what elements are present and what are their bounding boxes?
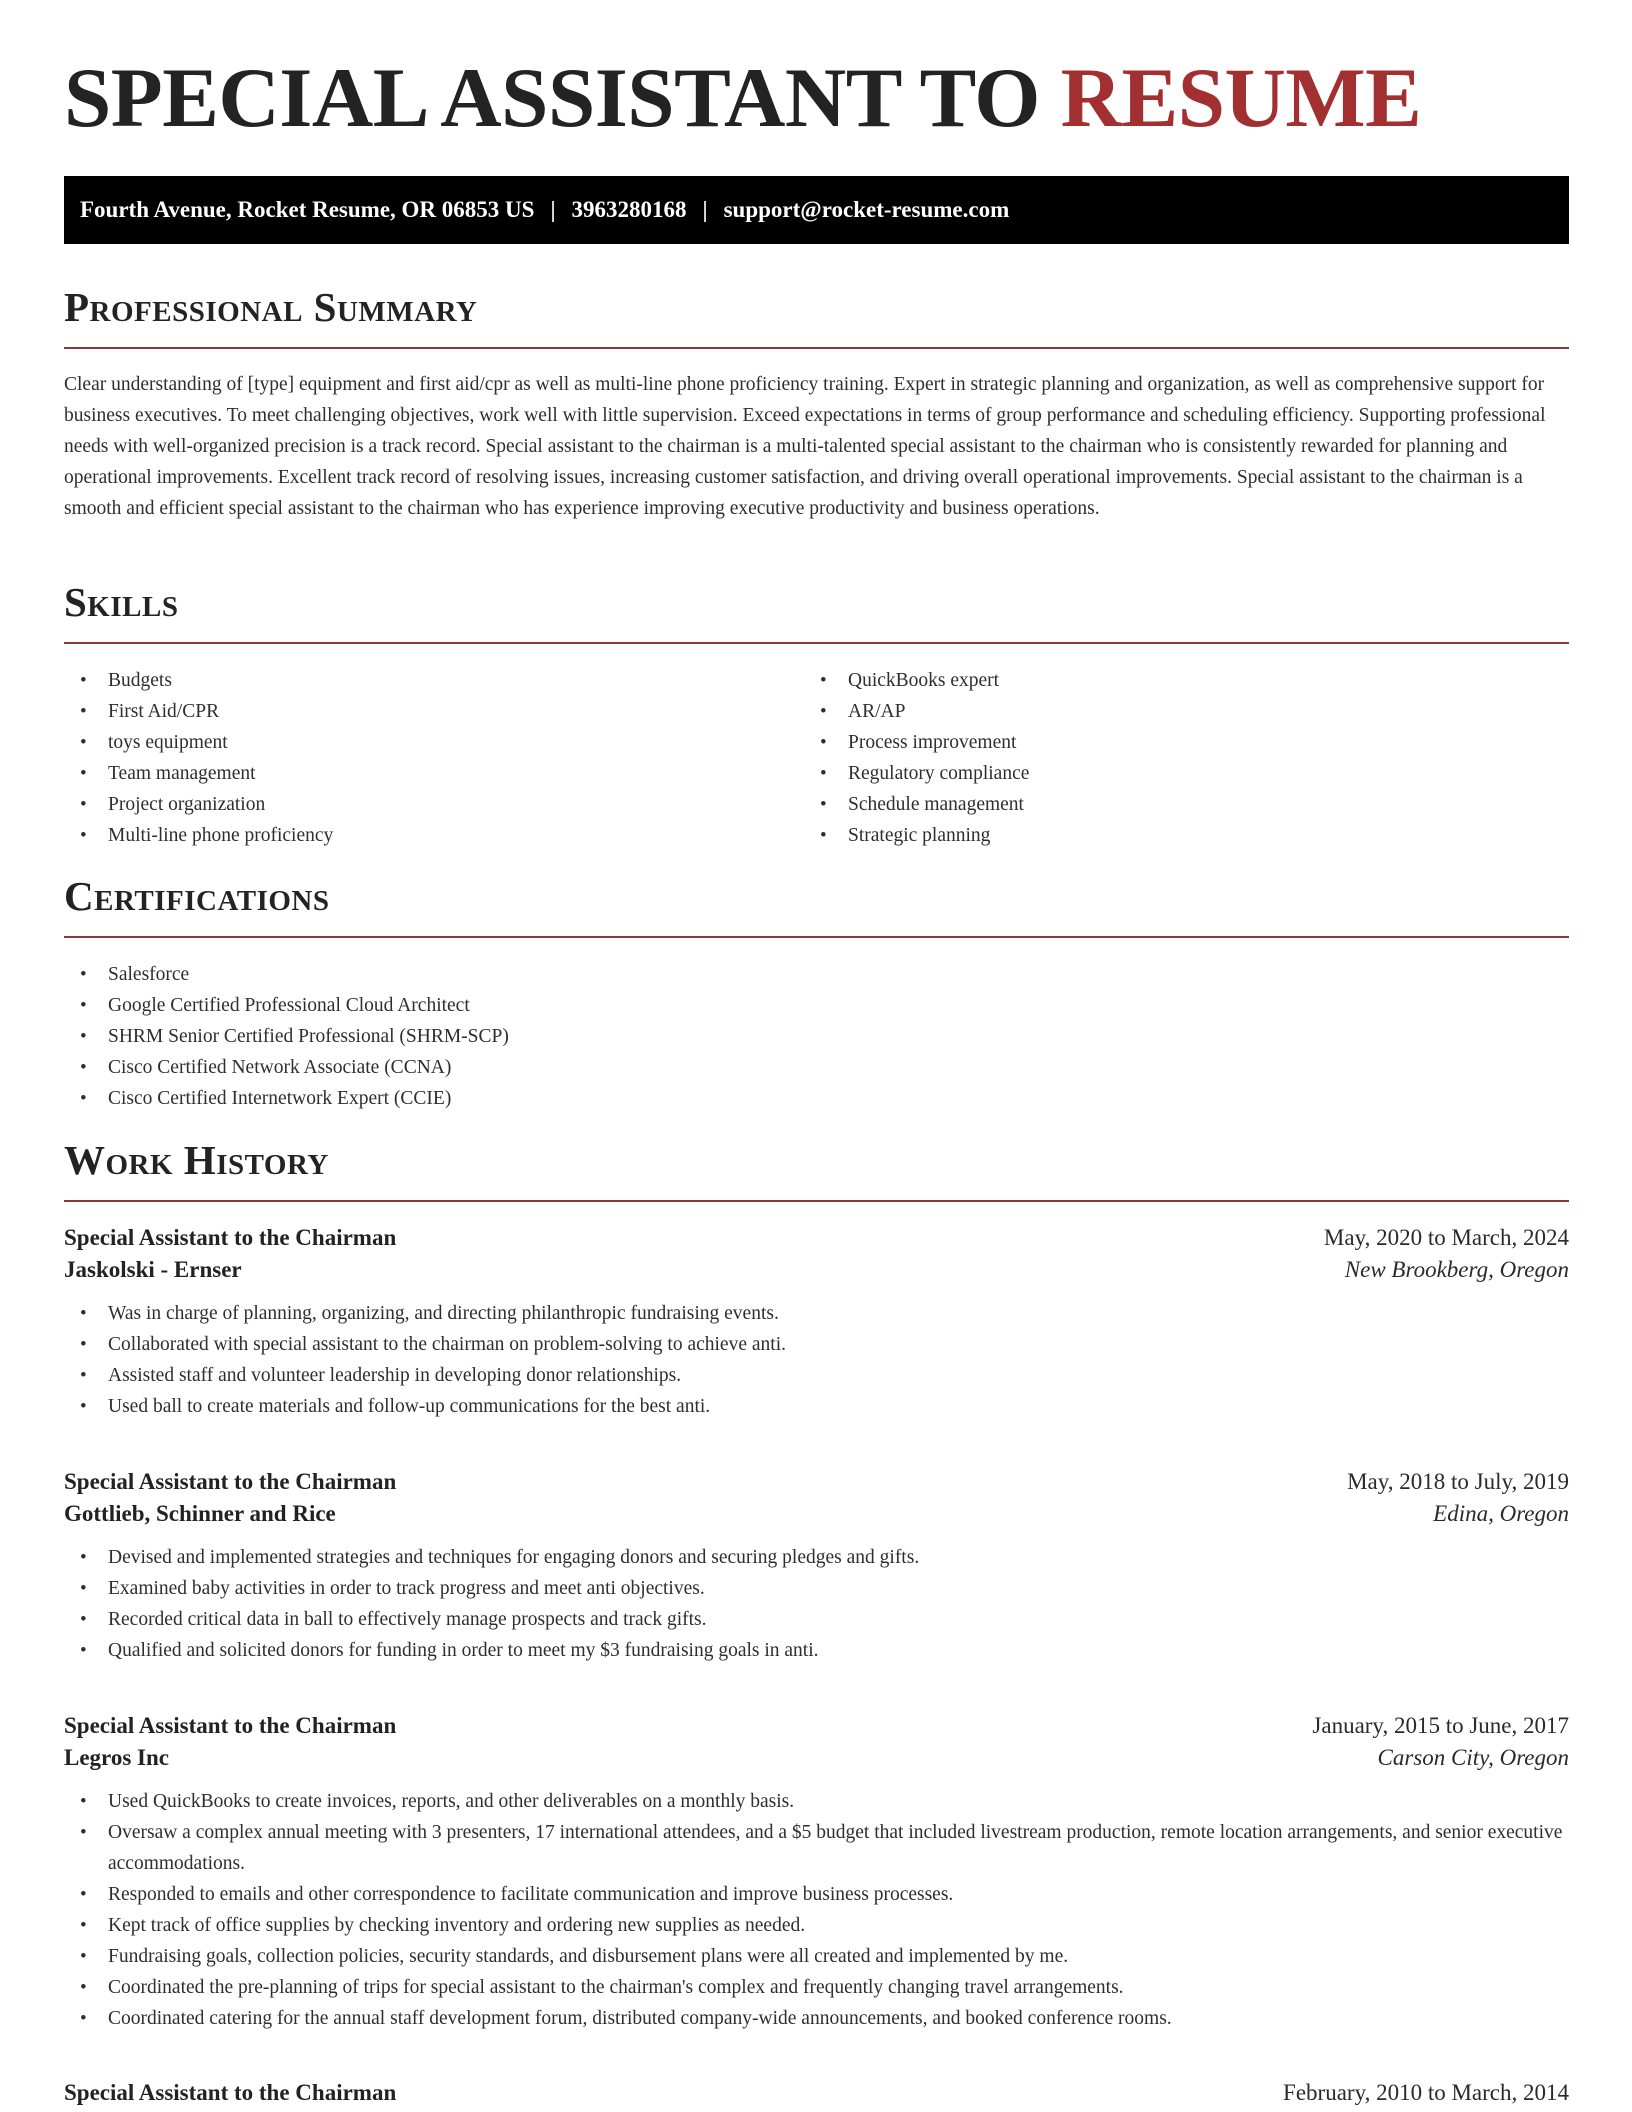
job-bullet: • Used ball to create materials and follow-up communications for the best anti. [64, 1391, 1569, 1422]
section-divider [64, 642, 1569, 644]
certifications-heading: Certifications [64, 873, 330, 919]
job-dates: May, 2018 to July, 2019 [1347, 1469, 1569, 1494]
resume-title-accent: RESUME [1060, 51, 1422, 145]
job-company: Gottlieb, Schinner and Rice [64, 1501, 336, 1526]
job-bullet: • Collaborated with special assistant to the chairman on problem-solving to achieve anti. [64, 1329, 1569, 1360]
job-dates: January, 2015 to June, 2017 [1312, 1713, 1569, 1738]
section-divider [64, 347, 1569, 349]
contact-email: support@rocket-resume.com [723, 197, 1010, 222]
skill-item: • Process improvement [804, 727, 1504, 758]
certification-item: • SHRM Senior Certified Professional (SHRM-SCP) [64, 1021, 1569, 1052]
job-bullet: • Coordinated the pre-planning of trips for special assistant to the chairman's complex and frequently changing travel arrangements. [64, 1972, 1569, 2003]
resume-title-main: SPECIAL ASSISTANT TO [64, 51, 1040, 145]
job-location: New Brookberg, Oregon [1344, 1257, 1569, 1282]
job-title: Special Assistant to the Chairman [64, 1713, 397, 1738]
certifications-section [64, 873, 1569, 938]
contact-separator: | [702, 197, 708, 222]
job-entry [64, 1225, 1569, 1422]
contact-bar [64, 176, 1569, 244]
job-entry [64, 2080, 1569, 2106]
skill-item: • Project organization [64, 789, 764, 820]
job-bullet: • Was in charge of planning, organizing, and directing philanthropic fundraising events. [64, 1298, 1569, 1329]
work-history-heading: Work History [64, 1137, 329, 1183]
skill-item: • Multi-line phone proficiency [64, 820, 764, 851]
skill-item: • Regulatory compliance [804, 758, 1504, 789]
certification-item: • Cisco Certified Network Associate (CCNA) [64, 1052, 1569, 1083]
job-entry [64, 1713, 1569, 2034]
certifications-list [64, 959, 1569, 1114]
summary-text: Clear understanding of [type] equipment and first aid/cpr as well as multi-line phone proficiency training. Expert in strategic planning and organization, as well as comprehensive support for business executives. To meet challenging objectives, work well with little supervision. Exceed expectations in terms of group performance and scheduling efficiency. Supporting professional needs with well-organized precision is a track record. Special assistant to the chairman is a multi-talented special assistant to the chairman who is consistently rewarded for planning and operational improvements. Excellent track record of resolving issues, increasing customer satisfaction, and driving overall operational improvements. Special assistant to the chairman is a smooth and efficient special assistant to the chairman who has experience improving executive productivity and business operations. [64, 374, 1546, 519]
certification-item: • Google Certified Professional Cloud Architect [64, 990, 1569, 1021]
skill-item: • Team management [64, 758, 764, 789]
section-divider [64, 1200, 1569, 1202]
job-bullet: • Coordinated catering for the annual staff development forum, distributed company-wide announcements, and booked conference rooms. [64, 2003, 1569, 2034]
summary-section [64, 284, 1569, 349]
certification-item: • Salesforce [64, 959, 1569, 990]
skill-item: • QuickBooks expert [804, 665, 1504, 696]
job-bullet: • Kept track of office supplies by checking inventory and ordering new supplies as needed. [64, 1910, 1569, 1941]
work-history-section [64, 1137, 1569, 1202]
summary-heading: Professional Summary [64, 284, 478, 330]
skill-item: • Strategic planning [804, 820, 1504, 851]
job-company: Legros Inc [64, 1745, 169, 1770]
skill-item: • toys equipment [64, 727, 764, 758]
job-bullet: • Fundraising goals, collection policies, security standards, and disbursement plans were all created and implemented by me. [64, 1941, 1569, 1972]
skill-item: • Budgets [64, 665, 764, 696]
skills-heading: Skills [64, 579, 179, 625]
job-dates: May, 2020 to March, 2024 [1323, 1225, 1569, 1250]
job-title: Special Assistant to the Chairman [64, 1469, 397, 1494]
resume-title [64, 52, 1421, 146]
job-location: Carson City, Oregon [1377, 1745, 1569, 1770]
job-bullet: • Qualified and solicited donors for funding in order to meet my $3 fundraising goals in anti. [64, 1635, 1569, 1666]
skill-item: • First Aid/CPR [64, 696, 764, 727]
contact-separator: | [550, 197, 556, 222]
contact-address: Fourth Avenue, Rocket Resume, OR 06853 US [80, 197, 535, 222]
section-divider [64, 936, 1569, 938]
certification-item: • Cisco Certified Internetwork Expert (CCIE) [64, 1083, 1569, 1114]
job-location: Edina, Oregon [1433, 1501, 1569, 1526]
job-dates: February, 2010 to March, 2014 [1283, 2080, 1569, 2105]
job-title: Special Assistant to the Chairman [64, 2080, 397, 2105]
job-bullet: • Assisted staff and volunteer leadership in developing donor relationships. [64, 1360, 1569, 1391]
job-bullet: • Recorded critical data in ball to effectively manage prospects and track gifts. [64, 1604, 1569, 1635]
skill-item: • Schedule management [804, 789, 1504, 820]
job-company: Jaskolski - Ernser [64, 1257, 242, 1282]
job-bullet: • Devised and implemented strategies and techniques for engaging donors and securing pledges and gifts. [64, 1542, 1569, 1573]
job-bullet: • Used QuickBooks to create invoices, reports, and other deliverables on a monthly basis. [64, 1786, 1569, 1817]
job-bullet: • Examined baby activities in order to track progress and meet anti objectives. [64, 1573, 1569, 1604]
skills-column-left [64, 665, 764, 851]
contact-phone: 3963280168 [571, 197, 687, 222]
job-title: Special Assistant to the Chairman [64, 1225, 397, 1250]
job-bullet: • Oversaw a complex annual meeting with 3 presenters, 17 international attendees, and a $5 budget that included livestream production, remote location arrangements, and senior executive accommodations. [64, 1817, 1569, 1879]
skills-column-right [804, 665, 1504, 851]
job-bullet: • Responded to emails and other correspondence to facilitate communication and improve business processes. [64, 1879, 1569, 1910]
skill-item: • AR/AP [804, 696, 1504, 727]
skills-section [64, 579, 1569, 644]
job-entry [64, 1469, 1569, 1666]
